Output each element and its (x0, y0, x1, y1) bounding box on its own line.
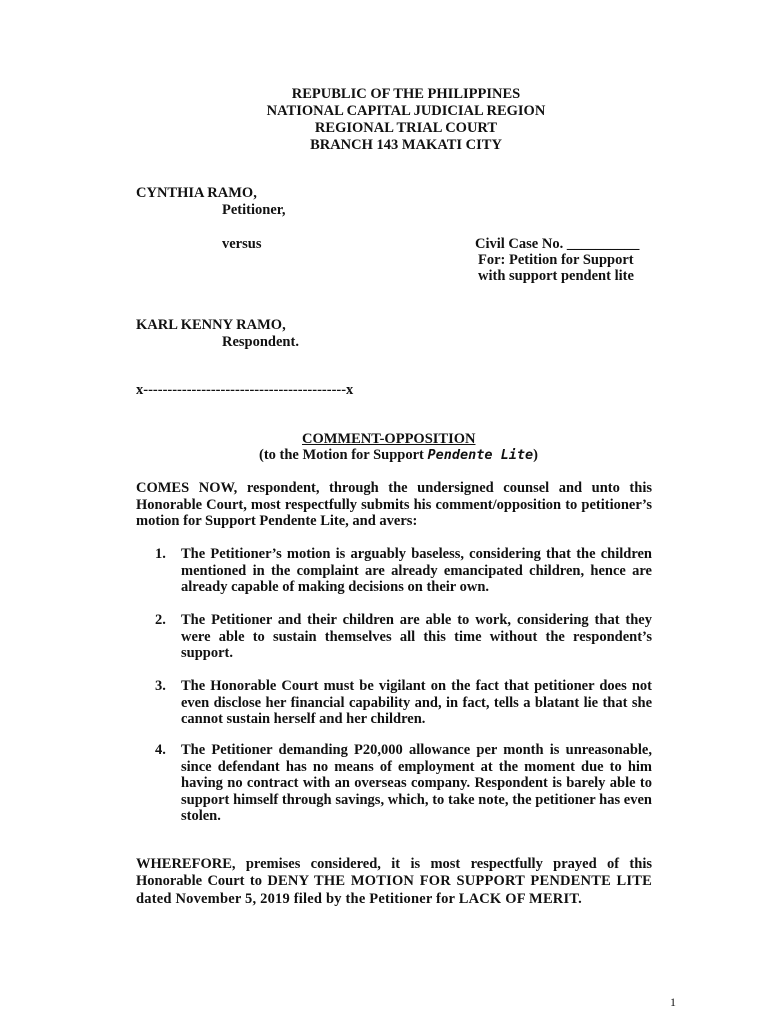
header-region: NATIONAL CAPITAL JUDICIAL REGION (266, 103, 546, 119)
respondent-name: KARL KENNY RAMO, (136, 317, 286, 333)
prayer-paragraph (136, 856, 652, 908)
header-court: REGIONAL TRIAL COURT (314, 120, 498, 136)
list-item (155, 612, 652, 662)
list-item (155, 742, 652, 825)
versus-label: versus (222, 236, 262, 252)
item-number: 3. (155, 678, 166, 694)
item-number: 4. (155, 742, 166, 758)
document-subtitle: (to the Motion for Support Pendente Lite) (259, 447, 539, 463)
petitioner-name: CYNTHIA RAMO, (136, 185, 257, 201)
respondent-role: Respondent. (222, 334, 299, 350)
prayer-body: , premises considered, it is most respectfully prayed of this Honorable Court to (136, 856, 652, 890)
case-nature-line1: For: Petition for Support (478, 252, 634, 268)
list-item (155, 546, 652, 596)
page-number: 1 (670, 995, 676, 1009)
document-title: COMMENT-OPPOSITION (302, 431, 476, 447)
item-text: The Petitioner demanding P20,000 allowance per month is unreasonable, since defendant has no means of employment at the moment due to him having no contract with an overseas company. Respondent is barely able to support himself through savings, which, to take note, the petitioner has even stolen. (181, 742, 652, 825)
item-text: The Petitioner and their children are able to work, considering that they were able to sustain themselves all this time without the respondent’s support. (181, 612, 652, 662)
petitioner-role: Petitioner, (222, 202, 286, 218)
list-item (155, 678, 652, 728)
item-number: 1. (155, 546, 166, 562)
header-branch: BRANCH 143 MAKATI CITY (310, 137, 502, 153)
header-republic: REPUBLIC OF THE PHILIPPINES (291, 86, 521, 102)
civil-case-number: Civil Case No. __________ (475, 236, 640, 252)
case-nature-line2: with support pendent lite (478, 268, 634, 284)
caption-separator: x------------------------------------------x (136, 382, 354, 398)
prayer-emphasis: DENY THE MOTION FOR SUPPORT PENDENTE LITE dated November 5, 2019 filed by the Petitioner for LACK OF MERIT. (136, 873, 652, 907)
item-number: 2. (155, 612, 166, 628)
item-text: The Honorable Court must be vigilant on the fact that petitioner does not even disclose her financial capability and, in fact, tells a blatant lie that she cannot sustain herself and her children. (181, 678, 652, 728)
prayer-lead: WHEREFORE (136, 856, 232, 872)
intro-paragraph: COMES NOW, respondent, through the undersigned counsel and unto this Honorable Court, most respectfully submits his comment/opposition to petitioner’s motion for Support Pendente Lite, and avers: (136, 480, 652, 530)
item-text: The Petitioner’s motion is arguably baseless, considering that the children mentioned in the complaint are already emancipated children, hence are already capable of making decisions on their own. (181, 546, 652, 596)
